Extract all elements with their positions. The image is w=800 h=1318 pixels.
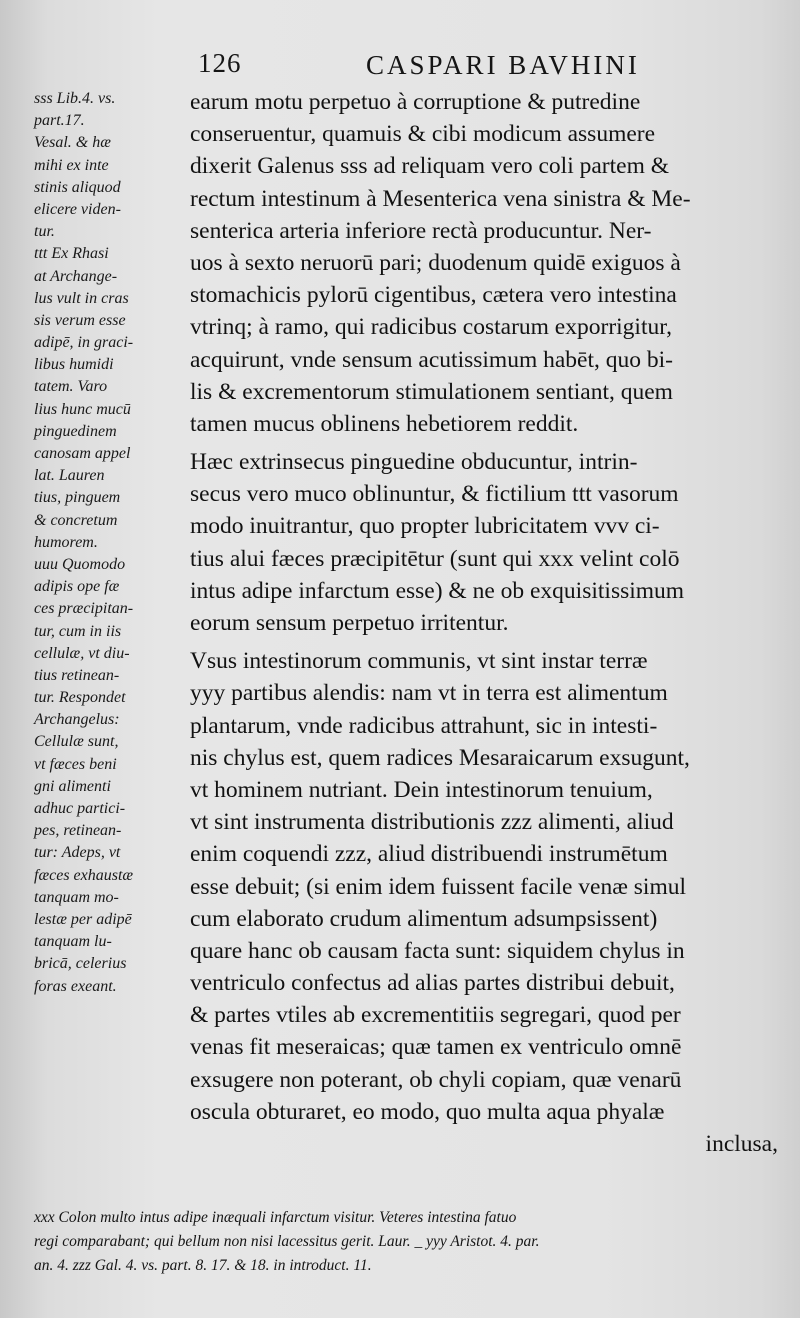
text-line: vt hominem nutriant. Dein intestinorum tenuium, [190,776,653,803]
paragraph [190,86,788,440]
margin-note-line: vt fæces beni [34,755,117,773]
margin-note-line: canosam appel [34,445,131,462]
text-line: venas fit meseraicas; quæ tamen ex ventriculo omnē [190,1034,682,1061]
margin-note-line: libus humidi [34,356,114,374]
text-line: plantarum, vnde radicibus attrahunt, sic in intesti- [190,712,658,739]
text-line: conseruentur, quamuis & cibi modicum assumere [190,121,656,148]
margin-note-line: tur. [34,223,55,241]
margin-note-line: sis verum esse [34,311,126,329]
margin-notes [34,88,182,998]
text-line: acquirunt, vnde sensum acutissimum habēt, quo bi- [190,346,673,373]
margin-note-line: Vesal. & hæ [34,134,111,152]
margin-note-line: elicere viden- [34,200,121,218]
margin-note-line: tatem. Varo [34,378,108,396]
running-title: CASPARI BAVHINI [366,50,640,80]
margin-note-line: lat. Lauren [34,467,105,485]
margin-note-sss [34,88,182,243]
margin-note-line: tius retinean- [34,666,120,684]
margin-note-line: tanquam mo- [34,888,119,906]
margin-note-line: Cellulæ sunt, [34,733,119,751]
footnote-line: regi comparabant; qui bellum non nisi lacessitus gerit. Laur. _ yyy Aristot. 4. par. [34,1233,540,1250]
text-line: Vsus intestinorum communis, vt sint instar terræ [190,648,648,675]
margin-note-line: part.17. [34,112,85,130]
text-line: uos à sexto neruorū pari; duodenum quidē exiguos à [190,249,681,276]
margin-note-line: cellulæ, vt diu- [34,644,130,662]
text-line: inclusa, [705,1131,778,1157]
text-line: oscula obturaret, eo modo, quo multa aqua phyalæ [190,1098,665,1125]
text-line: nis chylus est, quem radices Mesaraicarum exsugunt, [190,744,690,771]
footnote-line: xxx Colon multo intus adipe inæquali infarctum visitur. Veteres intestina fatuo [34,1209,517,1226]
text-line: intus adipe infarctum esse) & ne ob exquisitissimum [190,577,685,604]
margin-note-line: stinis aliquod [34,178,121,196]
footnotes [34,1206,794,1278]
text-line: vtrinq; à ramo, qui radicibus costarum exporrigitur, [190,314,672,341]
margin-note-ttt [34,243,182,554]
text-line: exsugere non poterant, ob chyli copiam, quæ venarū [190,1066,682,1093]
text-line: eorum sensum perpetuo irritentur. [190,610,509,636]
margin-note-line: sss Lib.4. vs. [34,90,116,107]
text-line: vt sint instrumenta distributionis zzz alimenti, aliud [190,809,674,836]
text-line: lis & excrementorum stimulationem sentiant, quem [190,378,673,405]
text-line: & partes vtiles ab excrementitiis segregari, quod per [190,1002,681,1029]
text-line: esse debuit; (si enim idem fuissent facile venæ simul [190,873,687,900]
text-line: earum motu perpetuo à corruptione & putredine [190,89,641,115]
page-number: 126 [198,48,242,78]
margin-note-line: tius, pinguem [34,489,121,507]
text-line: quare hanc ob causam facta sunt: siquidem chylus in [190,937,685,964]
margin-note-line: adhuc partici- [34,800,126,817]
footnote-line: an. 4. zzz Gal. 4. vs. part. 8. 17. & 18. in introduct. 11. [34,1257,372,1274]
margin-note-line: ttt Ex Rhasi [34,245,109,263]
paragraph [190,446,788,639]
text-line: senterica arteria inferiore rectà producuntur. Ner- [190,217,652,244]
margin-note-line: pes, retinean- [34,822,122,840]
margin-note-line: pinguedinem [34,422,117,440]
text-line: modo inuitrantur, quo propter lubricitatem vvv ci- [190,513,660,540]
margin-note-line: gni alimenti [34,777,111,795]
margin-note-line: & concretum [34,511,118,529]
margin-note-line: adipē, in graci- [34,334,134,352]
margin-note-uuu [34,554,182,998]
text-line: dixerit Galenus sss ad reliquam vero coli partem & [190,153,670,180]
margin-note-line: tur: Adeps, vt [34,844,121,862]
margin-note-line: tanquam lu- [34,933,112,951]
text-line: tius alui fæces præcipitētur (sunt qui xxx velint colō [190,545,680,572]
margin-note-line: tur, cum in iis [34,622,122,640]
margin-note-line: tur. Respondet [34,689,126,707]
margin-note-line: lius hunc mucū [34,400,131,418]
margin-note-line: at Archange- [34,267,118,285]
margin-note-line: humorem. [34,533,98,551]
text-line: tamen mucus oblinens hebetiorem reddit. [190,410,579,437]
text-line: yyy partibus alendis: nam vt in terra est alimentum [190,680,668,707]
text-line: Hæc extrinsecus pinguedine obducuntur, intrin- [190,449,638,476]
margin-note-line: lus vult in cras [34,289,129,307]
text-line: cum elaborato crudum alimentum adsumpsissent) [190,905,658,932]
margin-note-line: foras exeant. [34,977,117,995]
margin-note-line: adipis ope fæ [34,578,120,596]
text-line: rectum intestinum à Mesenterica vena sinistra & Me- [190,185,691,212]
margin-note-line: fæces exhaustæ [34,866,134,884]
margin-note-line: uuu Quomodo [34,555,126,573]
text-line: enim coquendi zzz, aliud distribuendi instrumētum [190,841,668,868]
running-head [0,44,800,84]
margin-note-line: mihi ex inte [34,156,109,174]
text-line: ventriculo confectus ad alias partes distribui debuit, [190,970,675,997]
margin-note-line: ces præcipitan- [34,600,134,618]
margin-note-line: bricā, celerius [34,955,127,973]
main-text-column [190,86,788,1160]
text-line: secus vero muco oblinuntur, & fictilium ttt vasorum [190,481,679,508]
margin-note-line: Archangelus: [34,711,120,729]
paragraph [190,645,788,1160]
margin-note-line: lestæ per adipē [34,910,132,928]
text-line: stomachicis pylorū cigentibus, cætera vero intestina [190,282,677,309]
